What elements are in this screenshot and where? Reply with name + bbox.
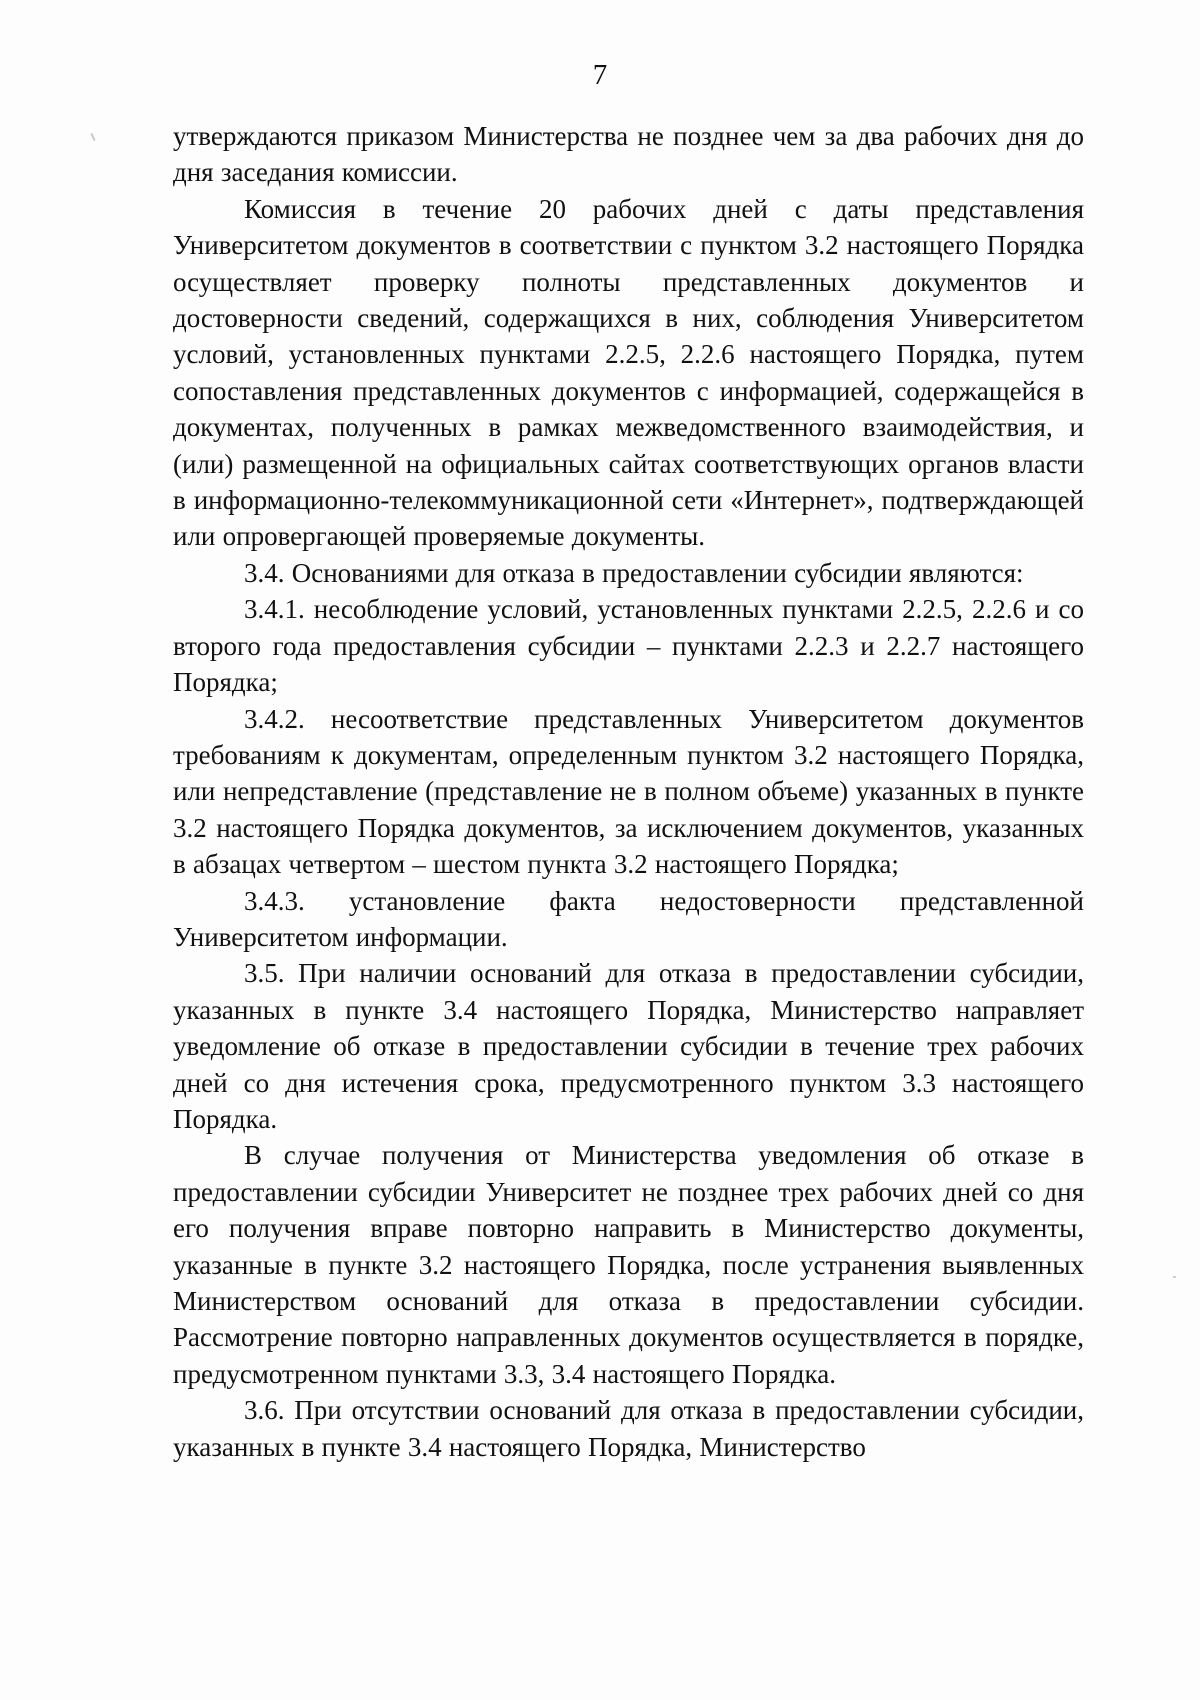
scan-artifact-mark bbox=[90, 133, 95, 141]
paragraph-3-4-2: 3.4.2. несоответствие представленных Университетом документов требованиям к документам, определенным пунктом 3.2 настоящего Порядка, или непредставление (представление не в полном объеме) указанных в пункте 3.2 настоящего Порядка документов, за исключением документов, указанных в абзацах четвертом – шестом пункта 3.2 настоящего Порядка; bbox=[173, 703, 1084, 880]
document-body bbox=[173, 118, 1084, 1465]
paragraph-3-4: 3.4. Основаниями для отказа в предоставлении субсидии являются: bbox=[244, 557, 1024, 588]
scan-artifact-dot bbox=[1173, 1276, 1176, 1278]
paragraph-3-4-1: 3.4.1. несоблюдение условий, установленных пунктами 2.2.5, 2.2.6 и со второго года предоставления субсидии – пунктами 2.2.3 и 2.2.7 настоящего Порядка; bbox=[173, 594, 1084, 698]
paragraph-continuation: утверждаются приказом Министерства не позднее чем за два рабочих дня до дня заседания комиссии. bbox=[173, 121, 1084, 188]
paragraph-3-6: 3.6. При отсутствии оснований для отказа в предоставлении субсидии, указанных в пункте 3.4 настоящего Порядка, Министерство bbox=[173, 1395, 1084, 1462]
paragraph-3-5: 3.5. При наличии оснований для отказа в предоставлении субсидии, указанных в пункте 3.4 настоящего Порядка, Министерство направляет уведомление об отказе в предоставлении субсидии в течение трех рабочих дней со дня истечения срока, предусмотренного пунктом 3.3 настоящего Порядка. bbox=[173, 958, 1084, 1134]
paragraph-commission-review: Комиссия в течение 20 рабочих дней с даты представления Университетом документов в соответствии с пунктом 3.2 настоящего Порядка осуществляет проверку полноты представленных документов и достоверности сведений, содержащихся в них, соблюдения Университетом условий, установленных пунктами 2.2.5, 2.2.6 настоящего Порядка, путем сопоставления представленных документов с информацией, содержащейся в документах, полученных в рамках межведомственного взаимодействия, и (или) размещенной на официальных сайтах соответствующих органов власти в информационно-телекоммуникационной сети «Интернет», подтверждающей или опровергающей проверяемые документы. bbox=[173, 193, 1084, 552]
page-number: 7 bbox=[592, 59, 608, 91]
paragraph-3-4-3: 3.4.3. установление факта недостоверности представленной Университетом информации. bbox=[173, 885, 1084, 952]
paragraph-refusal-resubmission: В случае получения от Министерства уведомления об отказе в предоставлении субсидии Университет не позднее трех рабочих дней со дня его получения вправе повторно направить в Министерство документы, указанные в пункте 3.2 настоящего Порядка, после устранения выявленных Министерством оснований для отказа в предоставлении субсидии. Рассмотрение повторно направленных документов осуществляется в порядке, предусмотренном пунктами 3.3, 3.4 настоящего Порядка. bbox=[173, 1140, 1084, 1389]
